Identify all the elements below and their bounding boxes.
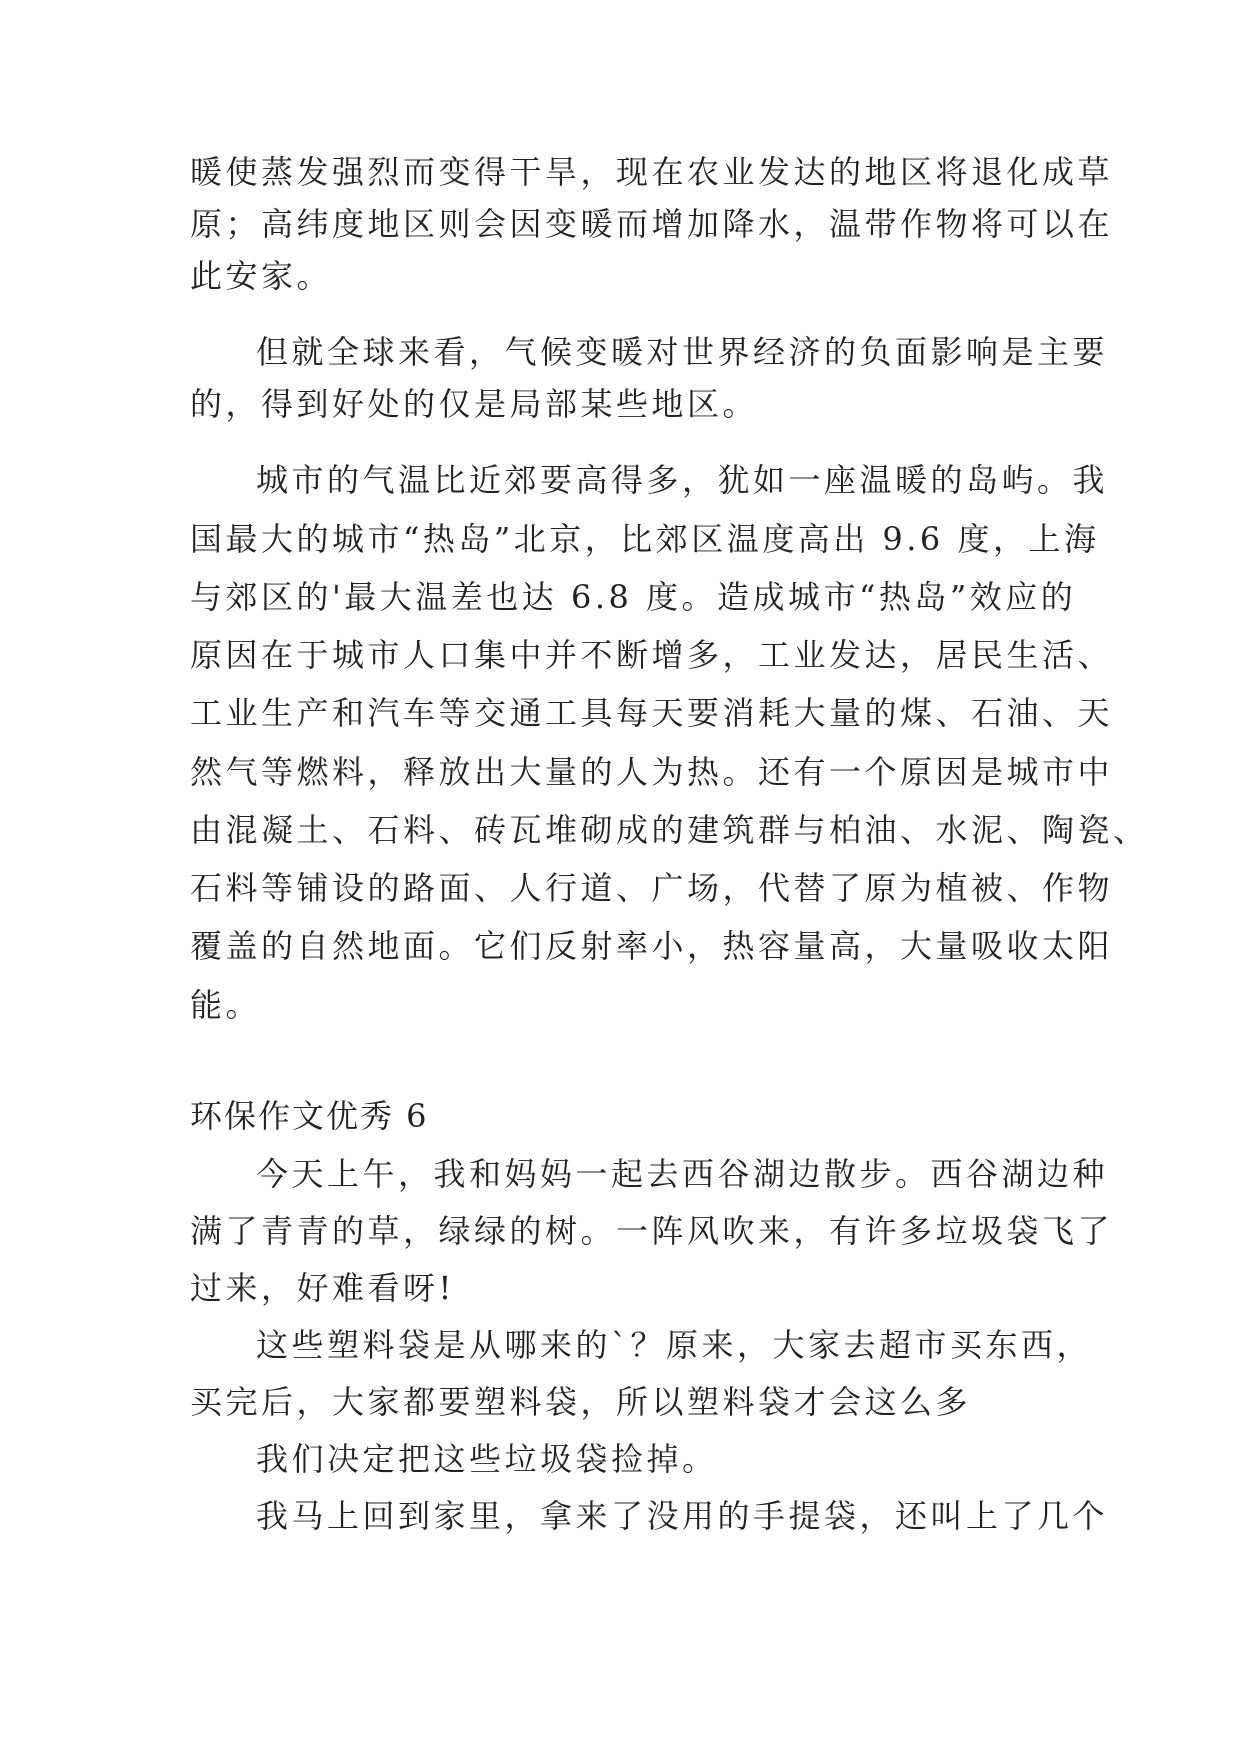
paragraph-first-line: 但就全球来看，气候变暖对世界经济的负面影响是主要	[256, 333, 1109, 371]
paragraph-line: 买完后，大家都要塑料袋，所以塑料袋才会这么多	[190, 1383, 972, 1421]
paragraph-line: 然气等燃料，释放出大量的人为热。还有一个原因是城市中	[190, 753, 1114, 791]
paragraph-line: 工业生产和汽车等交通工具每天要消耗大量的煤、石油、天	[190, 694, 1114, 732]
paragraph-line: 国最大的城市“热岛”北京，比郊区温度高出 9.6 度，上海	[190, 520, 1100, 558]
paragraph-line: 能。	[190, 986, 262, 1024]
paragraph-line: 由混凝土、石料、砖瓦堆砌成的建筑群与柏油、水泥、陶瓷、	[190, 811, 1149, 849]
paragraph-line: 满了青青的草，绿绿的树。一阵风吹来，有许多垃圾袋飞了	[190, 1212, 1114, 1250]
paragraph-line: 原因在于城市人口集中并不断增多，工业发达，居民生活、	[190, 636, 1114, 674]
paragraph-line: 覆盖的自然地面。它们反射率小，热容量高，大量吸收太阳	[190, 927, 1114, 965]
paragraph-first-line: 我们决定把这些垃圾袋捡掉。	[256, 1440, 718, 1478]
section-title: 环保作文优秀 6	[190, 1097, 429, 1135]
paragraph-line: 的，得到好处的仅是局部某些地区。	[190, 385, 759, 423]
paragraph-line: 暖使蒸发强烈而变得干旱，现在农业发达的地区将退化成草	[190, 153, 1114, 191]
paragraph-first-line: 城市的气温比近郊要高得多，犹如一座温暖的岛屿。我	[256, 461, 1109, 499]
paragraph-first-line: 这些塑料袋是从哪来的`？原来，大家去超市买东西，	[256, 1326, 1093, 1364]
paragraph-first-line: 今天上午，我和妈妈一起去西谷湖边散步。西谷湖边种	[256, 1155, 1109, 1193]
paragraph-line: 与郊区的'最大温差也达 6.8 度。造成城市“热岛”效应的	[190, 578, 1077, 616]
paragraph-line: 石料等铺设的路面、人行道、广场，代替了原为植被、作物	[190, 869, 1114, 907]
paragraph-line: 此安家。	[190, 257, 333, 295]
paragraph-line: 原；高纬度地区则会因变暖而增加降水，温带作物将可以在	[190, 205, 1114, 243]
paragraph-line: 过来，好难看呀!	[190, 1269, 455, 1307]
paragraph-first-line: 我马上回到家里，拿来了没用的手提袋，还叫上了几个	[256, 1497, 1109, 1535]
